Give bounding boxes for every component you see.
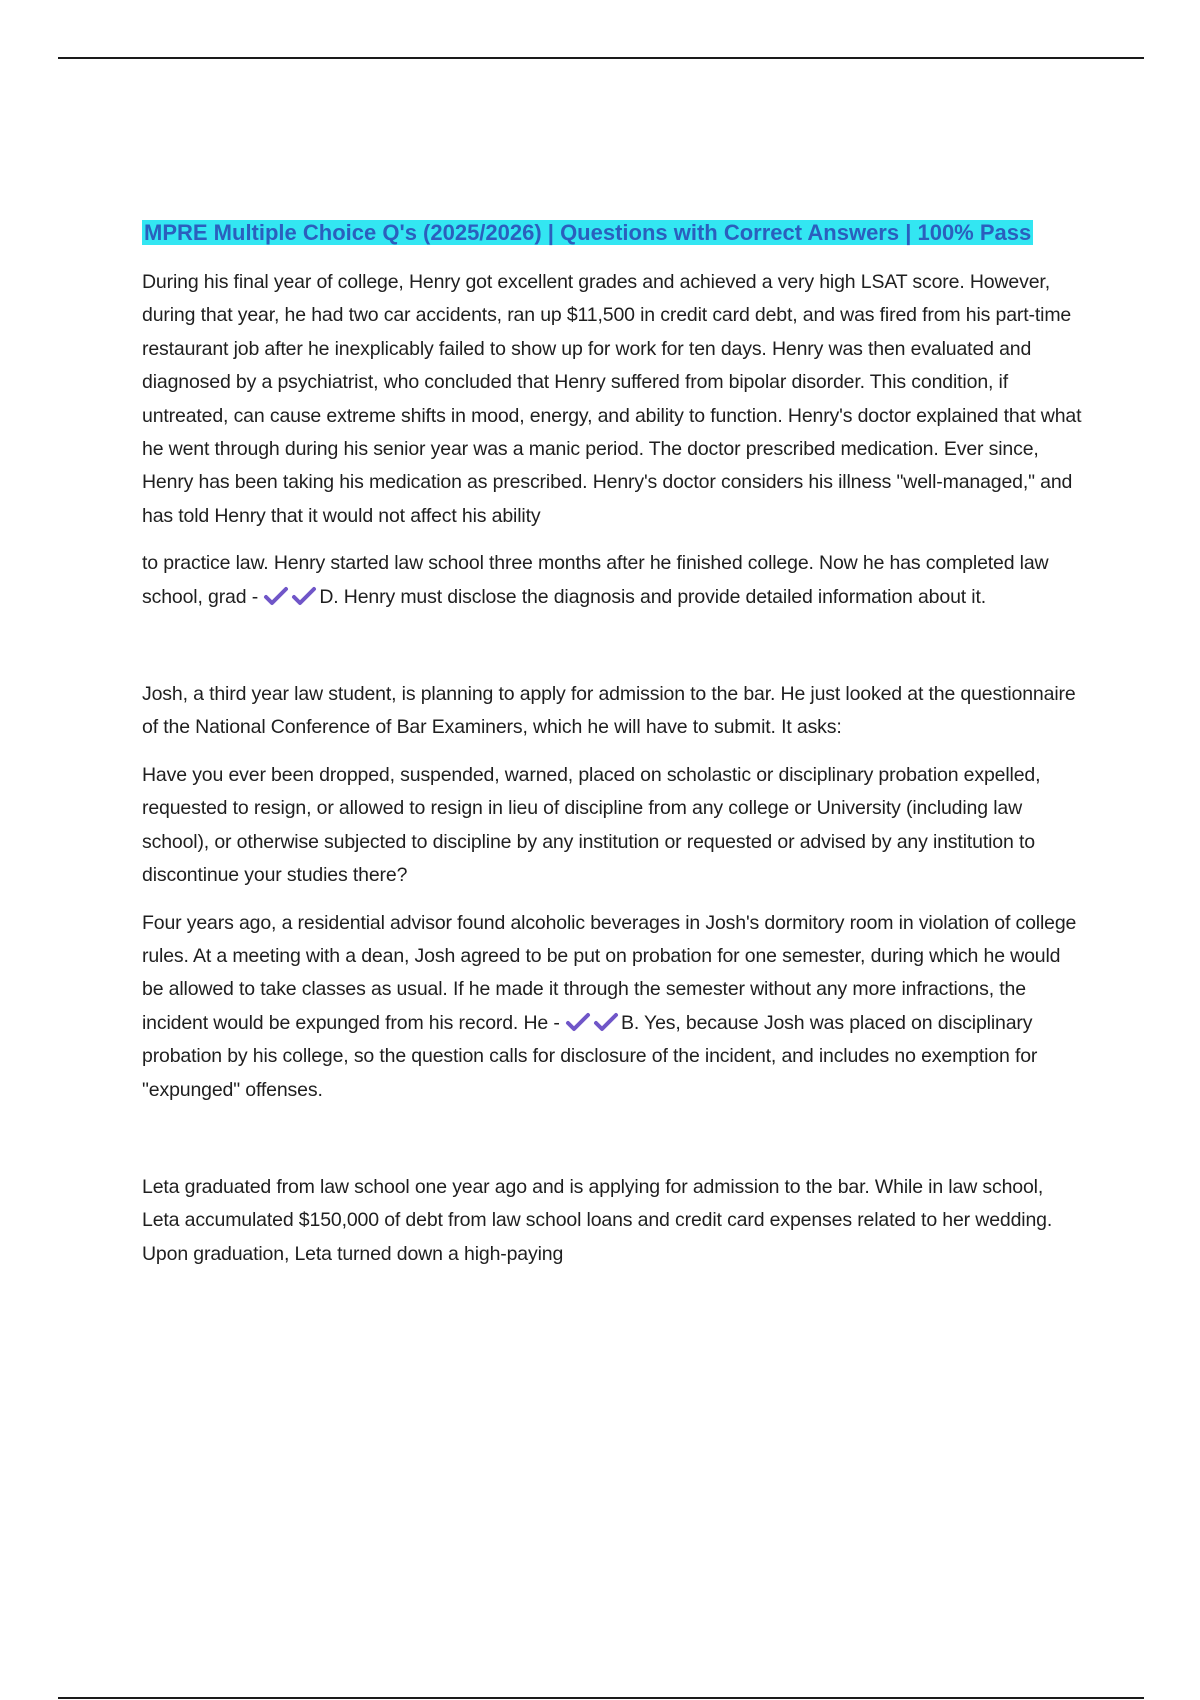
correct-answer: D. Henry must disclose the diagnosis and provide detailed information about it. [319, 585, 987, 608]
page-title [142, 214, 1082, 252]
question-lead-in: Four years ago, a residential advisor found alcoholic beverages in Josh's dormitory room in violation of college rules. At a meeting with a dean, Josh agreed to be put on probation for one semester, during which he would be allowed to take classes as usual. If he made it through the semester without any more infractions, the incident would be expunged from his record. He - [142, 911, 1077, 1034]
document-body [142, 214, 1082, 1271]
question-paragraph: Josh, a third year law student, is planning to apply for admission to the bar. He just looked at the questionnaire of the National Conference of Bar Examiners, which he will have to submit. It asks: [142, 683, 1076, 739]
question-lead-in: to practice law. Henry started law school three months after he finished college. Now he has completed law school, grad - [142, 552, 1049, 608]
question-answer-line [142, 907, 1082, 1107]
check-icon [565, 1012, 591, 1032]
question-paragraph: During his final year of college, Henry got excellent grades and achieved a very high LSAT score. However, during that year, he had two car accidents, ran up $11,500 in credit card debt, and was fired from his part-time restaurant job after he inexplicably failed to show up for work for ten days. Henry was then evaluated and diagnosed by a psychiatrist, who concluded that Henry suffered from bipolar disorder. This condition, if untreated, can cause extreme shifts in mood, energy, and ability to function. Henry's doctor explained that what he went through during his senior year was a manic period. The doctor prescribed medication. Ever since, Henry has been taking his medication as prescribed. Henry's doctor considers his illness "well-managed," and has told Henry that it would not affect his ability [142, 271, 1082, 527]
check-icon [291, 586, 317, 606]
question-answer-line [142, 547, 1082, 614]
top-rule [58, 57, 1144, 59]
question-josh [142, 678, 1082, 1107]
title-highlight: MPRE Multiple Choice Q's (2025/2026) | Questions with Correct Answers | 100% Pass [144, 220, 1032, 245]
question-leta [142, 1171, 1082, 1271]
bottom-rule [58, 1697, 1144, 1699]
question-paragraph: Leta graduated from law school one year ago and is applying for admission to the bar. While in law school, Leta accumulated $150,000 of debt from law school loans and credit card expenses related to her wedding. Upon graduation, Leta turned down a high-paying [142, 1175, 1053, 1265]
correct-answer: B. Yes, because Josh was placed on disciplinary probation by his college, so the question calls for disclosure of the incident, and includes no exemption for "expunged" offenses. [142, 1011, 1038, 1101]
question-henry [142, 266, 1082, 614]
check-icon [263, 586, 289, 606]
question-paragraph: Have you ever been dropped, suspended, warned, placed on scholastic or disciplinary probation expelled, requested to resign, or allowed to resign in lieu of discipline from any college or University (including law school), or otherwise subjected to discipline by any institution or requested or advised by any institution to discontinue your studies there? [142, 763, 1041, 887]
check-icon [593, 1012, 619, 1032]
